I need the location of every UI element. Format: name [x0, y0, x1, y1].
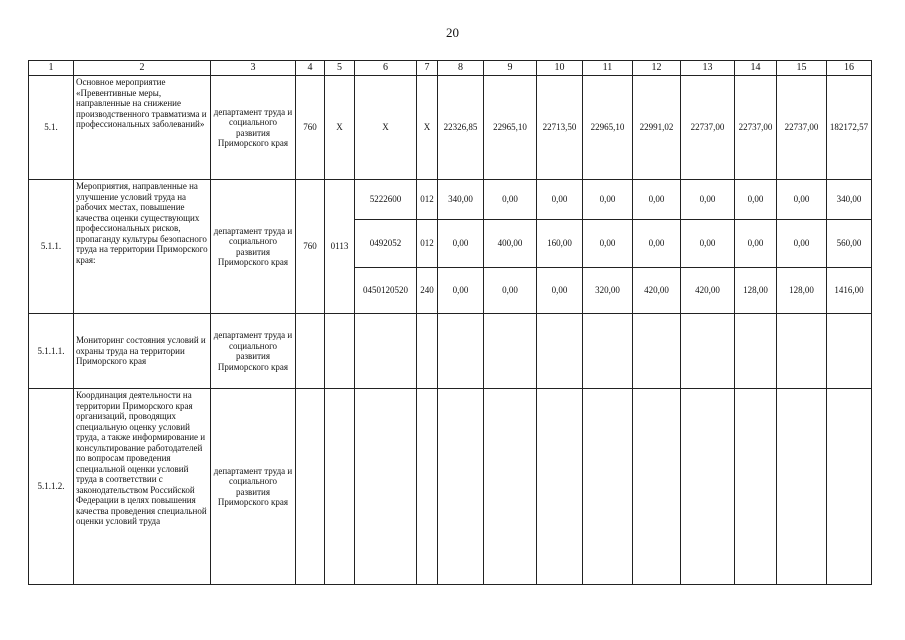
cell-c7: Х: [417, 76, 438, 180]
empty-cell: [484, 314, 537, 389]
cell-c4: 760: [296, 180, 325, 314]
empty-cell: [438, 389, 484, 585]
value-cell: 0,00: [484, 180, 537, 220]
value-cell: 1416,00: [827, 268, 872, 314]
empty-cell: [537, 314, 583, 389]
header-cell: 5: [325, 61, 355, 76]
table-row: [29, 76, 872, 180]
header-cell: 12: [633, 61, 681, 76]
header-cell: 10: [537, 61, 583, 76]
empty-cell: [735, 314, 777, 389]
value-cell: 0,00: [633, 220, 681, 268]
value-cell: 22965,10: [484, 76, 537, 180]
value-cell: 0,00: [633, 180, 681, 220]
value-cell: 0,00: [537, 268, 583, 314]
value-cell: 0,00: [484, 268, 537, 314]
empty-cell: [355, 314, 417, 389]
cell-c4: 760: [296, 76, 325, 180]
row-code: 5.1.1.: [29, 180, 74, 314]
empty-cell: [633, 314, 681, 389]
row-name: Мониторинг состояния условий и охраны труда на территории Приморского края: [74, 314, 211, 389]
value-cell: 340,00: [438, 180, 484, 220]
empty-cell: [417, 314, 438, 389]
empty-cell: [537, 389, 583, 585]
value-cell: 22737,00: [735, 76, 777, 180]
header-cell: 6: [355, 61, 417, 76]
header-cell: 8: [438, 61, 484, 76]
value-cell: 400,00: [484, 220, 537, 268]
empty-cell: [417, 389, 438, 585]
cell-c6: Х: [355, 76, 417, 180]
row-code: 5.1.1.1.: [29, 314, 74, 389]
value-cell: 0,00: [583, 220, 633, 268]
value-cell: 0,00: [777, 220, 827, 268]
row-code: 5.1.: [29, 76, 74, 180]
value-cell: 22737,00: [681, 76, 735, 180]
header-cell: 3: [211, 61, 296, 76]
cell-c5: 0113: [325, 180, 355, 314]
value-cell: 182172,57: [827, 76, 872, 180]
row-name: Основное мероприятие «Превентивные меры, направленные на снижение производственного травматизма и профессиональных заболеваний»: [74, 76, 211, 180]
cell-c6: 0492052: [355, 220, 417, 268]
cell-c7: 240: [417, 268, 438, 314]
value-cell: 0,00: [438, 220, 484, 268]
cell-c7: 012: [417, 220, 438, 268]
value-cell: 0,00: [735, 180, 777, 220]
empty-cell: [296, 314, 325, 389]
program-table: [28, 60, 872, 585]
table-row: [29, 180, 872, 220]
cell-c5: Х: [325, 76, 355, 180]
header-cell: 4: [296, 61, 325, 76]
empty-cell: [583, 314, 633, 389]
empty-cell: [827, 314, 872, 389]
value-cell: 22965,10: [583, 76, 633, 180]
header-cell: 14: [735, 61, 777, 76]
value-cell: 128,00: [777, 268, 827, 314]
empty-cell: [583, 389, 633, 585]
header-cell: 16: [827, 61, 872, 76]
empty-cell: [735, 389, 777, 585]
value-cell: 0,00: [438, 268, 484, 314]
cell-c6: 5222600: [355, 180, 417, 220]
empty-cell: [438, 314, 484, 389]
empty-cell: [355, 389, 417, 585]
value-cell: 0,00: [681, 180, 735, 220]
header-row: [29, 61, 872, 76]
cell-c6: 0450120520: [355, 268, 417, 314]
value-cell: 22737,00: [777, 76, 827, 180]
value-cell: 22326,85: [438, 76, 484, 180]
header-cell: 2: [74, 61, 211, 76]
value-cell: 128,00: [735, 268, 777, 314]
value-cell: 320,00: [583, 268, 633, 314]
value-cell: 420,00: [633, 268, 681, 314]
header-cell: 1: [29, 61, 74, 76]
empty-cell: [681, 314, 735, 389]
table-row: [29, 389, 872, 585]
header-cell: 15: [777, 61, 827, 76]
value-cell: 560,00: [827, 220, 872, 268]
empty-cell: [633, 389, 681, 585]
row-executor: департамент труда и социального развития Приморского края: [211, 180, 296, 314]
value-cell: 340,00: [827, 180, 872, 220]
page-number: 20: [446, 25, 459, 40]
empty-cell: [325, 314, 355, 389]
value-cell: 0,00: [735, 220, 777, 268]
empty-cell: [484, 389, 537, 585]
row-executor: департамент труда и социального развития Приморского края: [211, 314, 296, 389]
value-cell: 420,00: [681, 268, 735, 314]
empty-cell: [296, 389, 325, 585]
empty-cell: [777, 314, 827, 389]
row-name: Координация деятельности на территории Приморского края организаций, проводящих специальную оценку условий труда, а также информирование и консультирование работодателей по вопросам проведения специальной оценки условий труда в соответствии с законодательством Российской Федерации в целях повышения качества проведения специальной оценки условий труда: [74, 389, 211, 585]
value-cell: 0,00: [777, 180, 827, 220]
empty-cell: [827, 389, 872, 585]
value-cell: 0,00: [583, 180, 633, 220]
header-cell: 13: [681, 61, 735, 76]
row-code: 5.1.1.2.: [29, 389, 74, 585]
value-cell: 0,00: [537, 180, 583, 220]
value-cell: 0,00: [681, 220, 735, 268]
row-executor: департамент труда и социального развития Приморского края: [211, 76, 296, 180]
cell-c7: 012: [417, 180, 438, 220]
empty-cell: [325, 389, 355, 585]
value-cell: 160,00: [537, 220, 583, 268]
header-cell: 11: [583, 61, 633, 76]
value-cell: 22713,50: [537, 76, 583, 180]
table-row: [29, 314, 872, 389]
row-executor: департамент труда и социального развития Приморского края: [211, 389, 296, 585]
row-name: Мероприятия, направленные на улучшение условий труда на рабочих местах, повышение качества оценки существующих профессиональных рисков, пропаганду культуры безопасного труда на территории Приморского края:: [74, 180, 211, 314]
value-cell: 22991,02: [633, 76, 681, 180]
header-cell: 7: [417, 61, 438, 76]
header-cell: 9: [484, 61, 537, 76]
empty-cell: [681, 389, 735, 585]
empty-cell: [777, 389, 827, 585]
